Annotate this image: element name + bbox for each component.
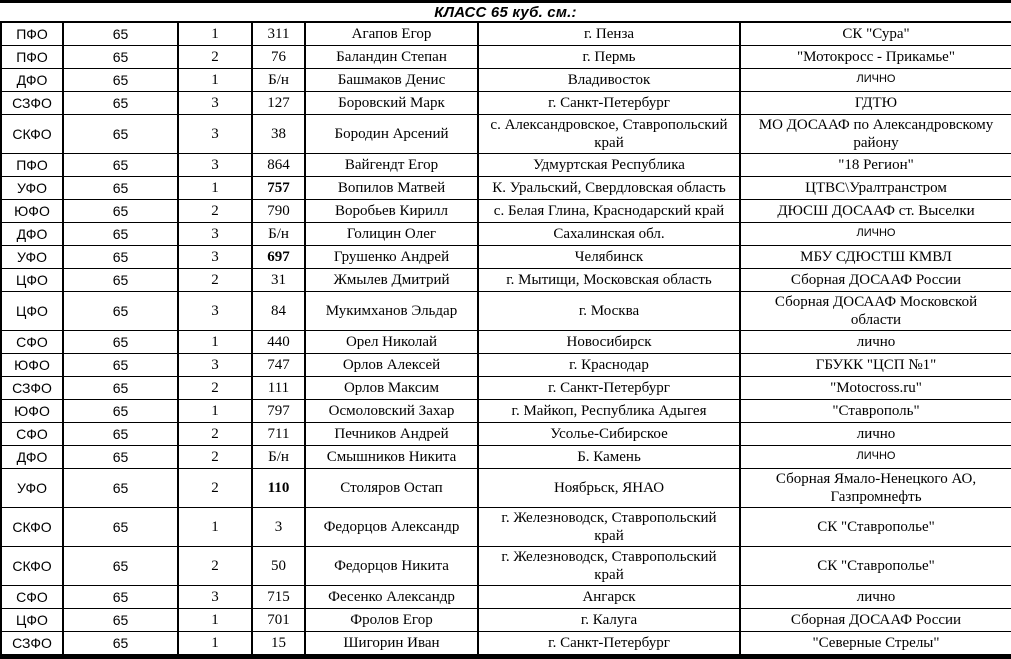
- cell-rank: 3: [178, 223, 252, 246]
- table-row: [1, 22, 1011, 46]
- cell-city: К. Уральский, Свердловская область: [478, 177, 740, 200]
- cell-region: СЗФО: [1, 92, 63, 115]
- cell-rank: 1: [178, 22, 252, 46]
- cell-rank: 1: [178, 69, 252, 92]
- cell-class: 65: [63, 46, 178, 69]
- cell-class: 65: [63, 377, 178, 400]
- cell-rank: 1: [178, 632, 252, 657]
- table-row: [1, 469, 1011, 508]
- cell-rider-name: Федорцов Никита: [305, 547, 478, 586]
- cell-region: ПФО: [1, 46, 63, 69]
- cell-rider-name: Воробьев Кирилл: [305, 200, 478, 223]
- table-row: [1, 586, 1011, 609]
- cell-number: 31: [252, 269, 305, 292]
- cell-city: г. Пермь: [478, 46, 740, 69]
- cell-rank: 2: [178, 377, 252, 400]
- table-row: [1, 177, 1011, 200]
- table-row: [1, 200, 1011, 223]
- cell-region: ЮФО: [1, 354, 63, 377]
- cell-rider-name: Фесенко Александр: [305, 586, 478, 609]
- table-row: [1, 377, 1011, 400]
- cell-number: 797: [252, 400, 305, 423]
- cell-class: 65: [63, 609, 178, 632]
- cell-club: "Ставрополь": [740, 400, 1011, 423]
- cell-number: 111: [252, 377, 305, 400]
- table-row: [1, 609, 1011, 632]
- cell-region: СФО: [1, 423, 63, 446]
- cell-region: СЗФО: [1, 377, 63, 400]
- cell-rank: 3: [178, 586, 252, 609]
- cell-rider-name: Грушенко Андрей: [305, 246, 478, 269]
- cell-city: Владивосток: [478, 69, 740, 92]
- cell-class: 65: [63, 354, 178, 377]
- cell-number: 711: [252, 423, 305, 446]
- cell-class: 65: [63, 115, 178, 154]
- cell-rank: 3: [178, 354, 252, 377]
- cell-class: 65: [63, 547, 178, 586]
- cell-city: с. Белая Глина, Краснодарский край: [478, 200, 740, 223]
- cell-class: 65: [63, 92, 178, 115]
- cell-club: МО ДОСААФ по Александровскому району: [740, 115, 1011, 154]
- cell-rider-name: Голицин Олег: [305, 223, 478, 246]
- cell-number: 110: [252, 469, 305, 508]
- cell-region: ПФО: [1, 22, 63, 46]
- cell-class: 65: [63, 423, 178, 446]
- cell-class: 65: [63, 200, 178, 223]
- cell-rider-name: Печников Андрей: [305, 423, 478, 446]
- cell-number: 50: [252, 547, 305, 586]
- cell-club: ДЮСШ ДОСААФ ст. Выселки: [740, 200, 1011, 223]
- cell-rider-name: Орлов Алексей: [305, 354, 478, 377]
- cell-class: 65: [63, 69, 178, 92]
- cell-class: 65: [63, 446, 178, 469]
- cell-club: ЛИЧНО: [740, 223, 1011, 246]
- cell-city: Усолье-Сибирское: [478, 423, 740, 446]
- cell-rank: 3: [178, 246, 252, 269]
- cell-rank: 1: [178, 400, 252, 423]
- cell-rider-name: Орлов Максим: [305, 377, 478, 400]
- cell-class: 65: [63, 400, 178, 423]
- cell-city: г. Пенза: [478, 22, 740, 46]
- cell-rank: 2: [178, 269, 252, 292]
- cell-class: 65: [63, 331, 178, 354]
- cell-club: ЛИЧНО: [740, 446, 1011, 469]
- cell-club: "Северные Стрелы": [740, 632, 1011, 657]
- cell-rider-name: Мукимханов Эльдар: [305, 292, 478, 331]
- cell-rank: 3: [178, 115, 252, 154]
- cell-class: 65: [63, 292, 178, 331]
- cell-city: Новосибирск: [478, 331, 740, 354]
- cell-region: СФО: [1, 586, 63, 609]
- cell-city: г. Мытищи, Московская область: [478, 269, 740, 292]
- cell-class: 65: [63, 586, 178, 609]
- cell-region: ПФО: [1, 154, 63, 177]
- cell-number: 715: [252, 586, 305, 609]
- cell-class: 65: [63, 177, 178, 200]
- table-row: [1, 400, 1011, 423]
- table-row: [1, 154, 1011, 177]
- table-row: [1, 92, 1011, 115]
- cell-club: "Мотокросс - Прикамье": [740, 46, 1011, 69]
- cell-city: г. Железноводск, Ставропольский край: [478, 508, 740, 547]
- cell-rank: 2: [178, 423, 252, 446]
- cell-club: ГДТЮ: [740, 92, 1011, 115]
- cell-club: Сборная ДОСААФ России: [740, 609, 1011, 632]
- cell-rank: 1: [178, 177, 252, 200]
- cell-club: МБУ СДЮСТШ КМВЛ: [740, 246, 1011, 269]
- cell-city: г. Санкт-Петербург: [478, 632, 740, 657]
- cell-rank: 3: [178, 92, 252, 115]
- cell-rider-name: Боровский Марк: [305, 92, 478, 115]
- cell-region: СФО: [1, 331, 63, 354]
- cell-rider-name: Вайгендт Егор: [305, 154, 478, 177]
- cell-rider-name: Агапов Егор: [305, 22, 478, 46]
- cell-club: ЛИЧНО: [740, 69, 1011, 92]
- cell-region: ДФО: [1, 446, 63, 469]
- cell-number: Б/н: [252, 223, 305, 246]
- table-row: [1, 547, 1011, 586]
- cell-city: г. Железноводск, Ставропольский край: [478, 547, 740, 586]
- cell-rank: 2: [178, 446, 252, 469]
- cell-club: Сборная Ямало-Ненецкого АО, Газпромнефть: [740, 469, 1011, 508]
- cell-city: г. Москва: [478, 292, 740, 331]
- cell-region: СКФО: [1, 508, 63, 547]
- cell-region: ДФО: [1, 223, 63, 246]
- cell-region: СКФО: [1, 547, 63, 586]
- cell-number: 127: [252, 92, 305, 115]
- cell-number: 311: [252, 22, 305, 46]
- cell-rider-name: Смышников Никита: [305, 446, 478, 469]
- cell-class: 65: [63, 154, 178, 177]
- cell-region: СКФО: [1, 115, 63, 154]
- table-row: [1, 423, 1011, 446]
- cell-region: УФО: [1, 177, 63, 200]
- table-row: [1, 331, 1011, 354]
- riders-table-body: [1, 22, 1011, 657]
- cell-number: 697: [252, 246, 305, 269]
- cell-club: ЦТВС\Уралтранстром: [740, 177, 1011, 200]
- cell-city: Удмуртская Республика: [478, 154, 740, 177]
- cell-number: 38: [252, 115, 305, 154]
- cell-rider-name: Вопилов Матвей: [305, 177, 478, 200]
- cell-rider-name: Бородин Арсений: [305, 115, 478, 154]
- cell-rider-name: Орел Николай: [305, 331, 478, 354]
- table-row: [1, 115, 1011, 154]
- cell-city: Ноябрьск, ЯНАО: [478, 469, 740, 508]
- cell-class: 65: [63, 508, 178, 547]
- cell-club: лично: [740, 586, 1011, 609]
- table-row: [1, 246, 1011, 269]
- cell-rider-name: Столяров Остап: [305, 469, 478, 508]
- cell-region: ЮФО: [1, 200, 63, 223]
- cell-club: "Motocross.ru": [740, 377, 1011, 400]
- cell-number: 3: [252, 508, 305, 547]
- cell-number: 701: [252, 609, 305, 632]
- cell-city: г. Майкоп, Республика Адыгея: [478, 400, 740, 423]
- cell-rank: 2: [178, 547, 252, 586]
- cell-region: УФО: [1, 469, 63, 508]
- table-row: [1, 508, 1011, 547]
- cell-city: с. Александровское, Ставропольский край: [478, 115, 740, 154]
- cell-rider-name: Осмоловский Захар: [305, 400, 478, 423]
- cell-rank: 1: [178, 609, 252, 632]
- cell-number: 15: [252, 632, 305, 657]
- cell-club: лично: [740, 423, 1011, 446]
- cell-city: Ангарск: [478, 586, 740, 609]
- cell-number: 864: [252, 154, 305, 177]
- table-row: [1, 632, 1011, 657]
- cell-region: ДФО: [1, 69, 63, 92]
- cell-region: ЮФО: [1, 400, 63, 423]
- cell-rider-name: Жмылев Дмитрий: [305, 269, 478, 292]
- cell-class: 65: [63, 469, 178, 508]
- cell-rank: 2: [178, 200, 252, 223]
- table-row: [1, 269, 1011, 292]
- cell-club: СК "Сура": [740, 22, 1011, 46]
- cell-rider-name: Башмаков Денис: [305, 69, 478, 92]
- cell-rank: 2: [178, 469, 252, 508]
- cell-number: 790: [252, 200, 305, 223]
- cell-club: СК "Ставрополье": [740, 508, 1011, 547]
- cell-city: г. Краснодар: [478, 354, 740, 377]
- cell-city: Челябинск: [478, 246, 740, 269]
- cell-rider-name: Фролов Егор: [305, 609, 478, 632]
- cell-rider-name: Федорцов Александр: [305, 508, 478, 547]
- table-row: [1, 69, 1011, 92]
- cell-class: 65: [63, 22, 178, 46]
- table-row: [1, 354, 1011, 377]
- cell-club: Сборная ДОСААФ России: [740, 269, 1011, 292]
- cell-number: Б/н: [252, 69, 305, 92]
- cell-city: г. Санкт-Петербург: [478, 92, 740, 115]
- cell-class: 65: [63, 223, 178, 246]
- table-row: [1, 292, 1011, 331]
- table-row: [1, 446, 1011, 469]
- cell-number: 747: [252, 354, 305, 377]
- cell-city: г. Санкт-Петербург: [478, 377, 740, 400]
- cell-class: 65: [63, 269, 178, 292]
- cell-number: 76: [252, 46, 305, 69]
- page-title: КЛАСС 65 куб. см.:: [0, 0, 1011, 21]
- cell-club: Сборная ДОСААФ Московской области: [740, 292, 1011, 331]
- cell-class: 65: [63, 632, 178, 657]
- cell-region: ЦФО: [1, 609, 63, 632]
- cell-number: 757: [252, 177, 305, 200]
- cell-region: ЦФО: [1, 269, 63, 292]
- cell-region: УФО: [1, 246, 63, 269]
- cell-rank: 2: [178, 46, 252, 69]
- cell-club: СК "Ставрополье": [740, 547, 1011, 586]
- cell-rank: 3: [178, 154, 252, 177]
- cell-region: СЗФО: [1, 632, 63, 657]
- table-row: [1, 46, 1011, 69]
- cell-club: ГБУКК "ЦСП №1": [740, 354, 1011, 377]
- cell-city: г. Калуга: [478, 609, 740, 632]
- cell-number: 440: [252, 331, 305, 354]
- cell-region: ЦФО: [1, 292, 63, 331]
- table-row: [1, 223, 1011, 246]
- cell-rider-name: Баландин Степан: [305, 46, 478, 69]
- cell-club: "18 Регион": [740, 154, 1011, 177]
- cell-city: Сахалинская обл.: [478, 223, 740, 246]
- riders-table: [0, 21, 1011, 659]
- cell-class: 65: [63, 246, 178, 269]
- cell-rank: 3: [178, 292, 252, 331]
- cell-number: 84: [252, 292, 305, 331]
- cell-number: Б/н: [252, 446, 305, 469]
- cell-club: лично: [740, 331, 1011, 354]
- cell-rider-name: Шигорин Иван: [305, 632, 478, 657]
- cell-rank: 1: [178, 508, 252, 547]
- cell-city: Б. Камень: [478, 446, 740, 469]
- cell-rank: 1: [178, 331, 252, 354]
